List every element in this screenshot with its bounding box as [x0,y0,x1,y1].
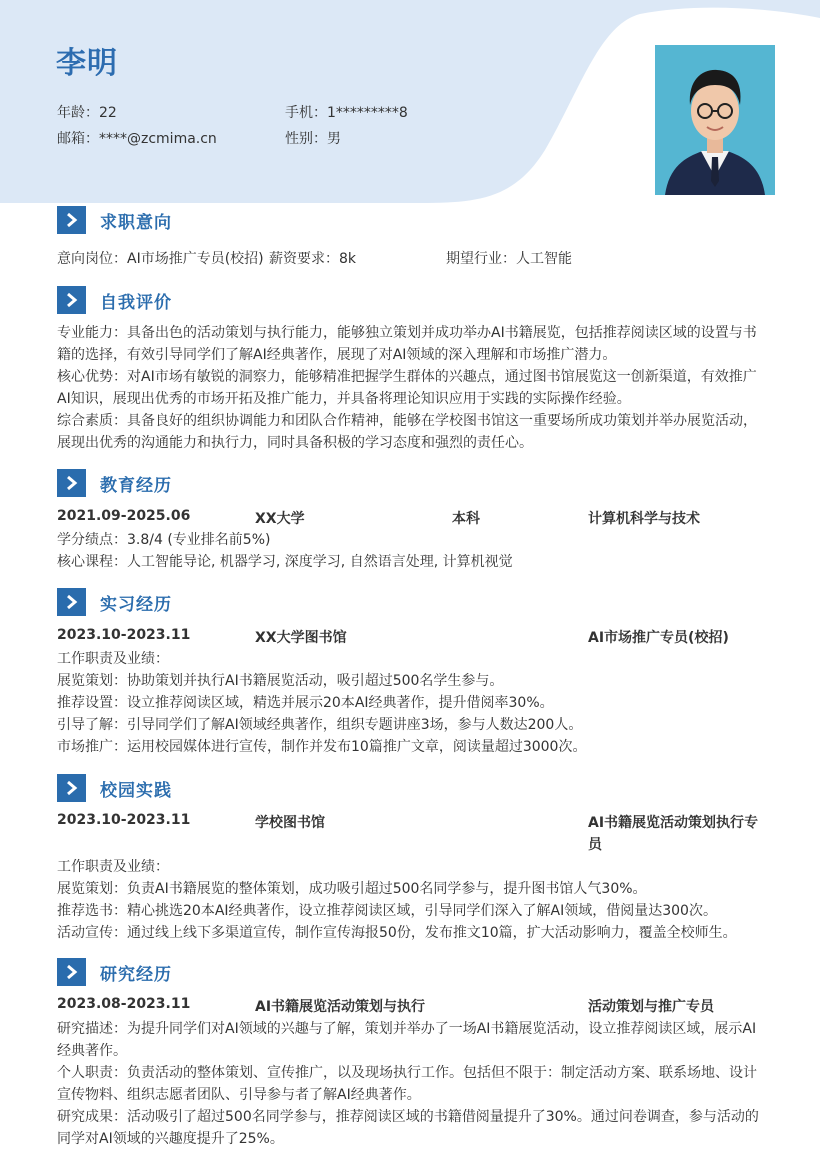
section-title: 自我评价 [100,292,172,313]
candidate-name: 李明 [56,46,118,81]
education-date: 2021.09-2025.06 [57,508,191,524]
chevron-right-icon [57,206,86,234]
self-eval-line: 核心优势：对AI市场有敏锐的洞察力，能够精准把握学生群体的兴趣点，通过图书馆展览这一创新渠道，有效推广 [57,369,757,385]
research-project: AI书籍展览活动策划与执行 [255,999,426,1015]
research-line: 经典著作。 [57,1043,127,1059]
campus-role-line1: AI书籍展览活动策划执行专 [588,815,759,831]
section-header-research [57,957,172,987]
campus-line: 展览策划：负责AI书籍展览的整体策划，成功吸引超过500名同学参与，提升图书馆人气30%。 [57,881,647,897]
research-line: 同学对AI领域的兴趣度提升了25%。 [57,1131,284,1147]
chevron-right-icon [57,958,86,986]
section-header-internship [57,587,172,617]
education-major: 计算机科学与技术 [588,511,700,527]
self-eval-line: 专业能力：具备出色的活动策划与执行能力，能够独立策划并成功举办AI书籍展览，包括推荐阅读区域的设置与书 [57,325,757,341]
self-eval-line: 籍的选择，有效引导同学们了解AI经典著作，展现了对AI领域的深入理解和市场推广潜力。 [57,347,617,363]
age-info: 年龄：22 [57,105,117,121]
section-header-education [57,468,172,498]
email-info: 邮箱：****@zcmima.cn [57,131,217,147]
campus-date: 2023.10-2023.11 [57,812,191,828]
gender-info: 性别：男 [285,131,341,147]
research-line: 个人职责：负责活动的整体策划、宣传推广，以及现场执行工作。包括但不限于：制定活动方案、联系场地、设计 [57,1065,757,1081]
campus-role-line2: 员 [588,837,602,853]
chevron-right-icon [57,469,86,497]
internship-line: 工作职责及业绩： [57,651,169,667]
internship-role: AI市场推广专员(校招) [588,630,729,646]
research-role: 活动策划与推广专员 [588,999,714,1015]
internship-date: 2023.10-2023.11 [57,627,191,643]
campus-line: 活动宣传：通过线上线下多渠道宣传，制作宣传海报50份，发布推文10篇，扩大活动影响力，覆盖全校师生。 [57,925,737,941]
chevron-right-icon [57,588,86,616]
research-line: 研究成果：活动吸引了超过500名同学参与，推荐阅读区域的书籍借阅量提升了30%。通过问卷调查，参与活动的 [57,1109,759,1125]
campus-line: 推荐选书：精心挑选20本AI经典著作，设立推荐阅读区域，引导同学们深入了解AI领域，借阅量达300次。 [57,903,717,919]
section-title: 求职意向 [100,212,172,233]
section-title: 教育经历 [100,475,172,496]
intent-salary: 薪资要求：8k [269,251,357,267]
internship-line: 展览策划：协助策划并执行AI书籍展览活动，吸引超过500名学生参与。 [57,673,504,689]
self-eval-line: AI知识，展现出优秀的市场开拓及推广能力，并具备将理论知识应用于实践的实际操作经验。 [57,391,631,407]
intent-position: 意向岗位：AI市场推广专员(校招) [57,251,264,267]
intent-industry: 期望行业：人工智能 [446,251,572,267]
section-header-intent [57,205,172,235]
profile-photo [655,45,775,195]
phone-info: 手机：1*********8 [285,105,408,121]
education-line: 学分绩点：3.8/4 (专业排名前5%) [57,532,271,548]
education-degree: 本科 [452,511,480,527]
internship-org: XX大学图书馆 [255,630,347,646]
section-header-self-eval [57,285,172,315]
self-eval-line: 展现出优秀的沟通能力和执行力，同时具备积极的学习态度和强烈的责任心。 [57,435,533,451]
research-date: 2023.08-2023.11 [57,996,191,1012]
research-line: 研究描述：为提升同学们对AI领域的兴趣与了解，策划并举办了一场AI书籍展览活动，设立推荐阅读区域，展示AI [57,1021,757,1037]
section-header-campus [57,773,172,803]
chevron-right-icon [57,774,86,802]
chevron-right-icon [57,286,86,314]
research-line: 宣传物料、组织志愿者团队、引导参与者了解AI经典著作。 [57,1087,421,1103]
self-eval-line: 综合素质：具备良好的组织协调能力和团队合作精神，能够在学校图书馆这一重要场所成功策划并举办展览活动， [57,413,757,429]
section-title: 研究经历 [100,964,172,985]
education-school: XX大学 [255,511,305,527]
education-line: 核心课程：人工智能导论, 机器学习, 深度学习, 自然语言处理, 计算机视觉 [57,554,513,570]
internship-line: 市场推广：运用校园媒体进行宣传，制作并发布10篇推广文章，阅读量超过3000次。 [57,739,587,755]
internship-line: 引导了解：引导同学们了解AI领域经典著作，组织专题讲座3场，参与人数达200人。 [57,717,583,733]
campus-org: 学校图书馆 [255,815,325,831]
internship-line: 推荐设置：设立推荐阅读区域，精选并展示20本AI经典著作，提升借阅率30%。 [57,695,554,711]
section-title: 实习经历 [100,594,172,615]
section-title: 校园实践 [100,780,172,801]
campus-line: 工作职责及业绩： [57,859,169,875]
